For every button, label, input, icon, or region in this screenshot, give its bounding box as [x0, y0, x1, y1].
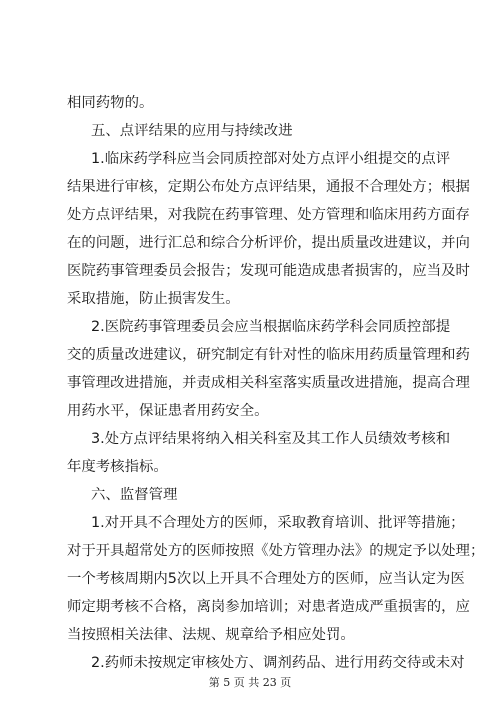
text-line: 事管理改进措施，并责成相关科室落实质量改进措施，提高合理 — [67, 375, 470, 391]
text-line: 1.对开具不合理处方的医师，采取教育培训、批评等措施； — [91, 515, 465, 531]
text-line: 1.临床药学科应当会同质控部对处方点评小组提交的点评 — [91, 151, 451, 167]
text-line: 交的质量改进建议，研究制定有针对性的临床用药质量管理和药 — [67, 347, 470, 363]
text-line: 处方点评结果，对我院在药事管理、处方管理和临床用药方面存 — [67, 207, 470, 223]
section-heading: 五、点评结果的应用与持续改进 — [91, 123, 293, 139]
text-line: 师定期考核不合格，离岗参加培训；对患者造成严重损害的，应 — [67, 599, 470, 615]
text-line: 3.处方点评结果将纳入相关科室及其工作人员绩效考核和 — [91, 431, 451, 447]
text-line: 用药水平，保证患者用药安全。 — [67, 403, 269, 419]
text-line: 2.药师未按规定审核处方、调剂药品、进行用药交待或未对 — [91, 655, 465, 671]
text-line: 2.医院药事管理委员会应当根据临床药学科会同质控部提 — [91, 319, 451, 335]
text-line: 一个考核周期内5次以上开具不合理处方的医师，应当认定为医 — [67, 571, 465, 587]
text-line: 结果进行审核，定期公布处方点评结果，通报不合理处方；根据 — [67, 179, 470, 195]
text-line: 医院药事管理委员会报告；发现可能造成患者损害的，应当及时 — [67, 263, 470, 279]
text-line: 相同药物的。 — [67, 95, 154, 111]
text-line: 对于开具超常处方的医师按照《处方管理办法》的规定予以处理； — [67, 543, 485, 559]
text-line: 当按照相关法律、法规、规章给予相应处罚。 — [67, 627, 355, 643]
text-line: 年度考核指标。 — [67, 459, 168, 475]
page-footer: 第 5 页 共 23 页 — [208, 676, 292, 689]
section-heading: 六、监督管理 — [91, 487, 178, 503]
text-line: 在的问题，进行汇总和综合分析评价，提出质量改进建议，并向 — [67, 235, 470, 251]
text-line: 采取措施，防止损害发生。 — [67, 291, 240, 307]
